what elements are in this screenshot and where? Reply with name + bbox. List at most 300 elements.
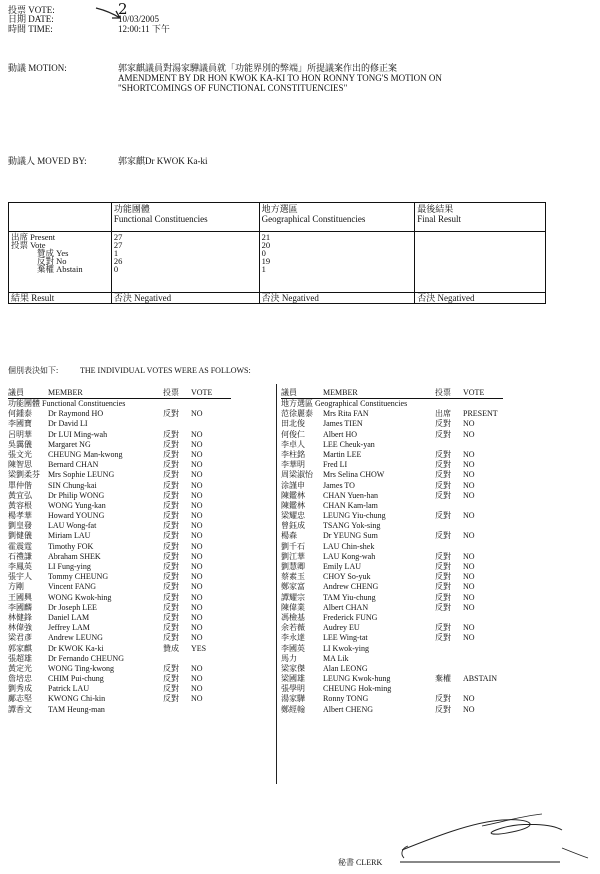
gc-member-row <box>281 440 503 450</box>
gc-header-zh: 地方選區 <box>261 204 298 214</box>
fc-abstain: 0 <box>113 264 119 274</box>
fc-member-name-zh: 呂明華 <box>8 429 32 439</box>
fc-vote-en: NO <box>191 500 203 510</box>
fc-vote-en: NO <box>191 684 203 694</box>
fc-vote-en: YES <box>191 643 207 653</box>
gc-member-name-zh: 陳偉業 <box>281 602 305 612</box>
fc-vote-zh: 反對 <box>163 439 179 449</box>
fc-vote-zh: 反對 <box>163 429 179 439</box>
gc-member-name-zh: 涂謹申 <box>281 480 305 490</box>
gc-member-name-en: Martin LEE <box>323 449 362 459</box>
fc-vote-zh: 反對 <box>163 521 179 531</box>
gc-header-en: Geographical Constituencies <box>261 214 366 224</box>
gc-member-name-zh: 湯家驊 <box>281 694 305 704</box>
fc-col-member-zh: 議員 <box>8 388 24 397</box>
fc-vote-zh: 反對 <box>163 592 179 602</box>
gc-member-name-en: Alan LEONG <box>323 663 368 673</box>
gc-member-name-zh: 梁耀忠 <box>281 511 305 521</box>
gc-member-name-zh: 李華明 <box>281 460 305 470</box>
gc-votes-header <box>281 388 503 399</box>
fc-vote-en: NO <box>191 612 203 622</box>
fc-member-row <box>8 430 231 440</box>
gc-vote-en: NO <box>463 572 475 582</box>
fc-member-name-en: Dr LUI Ming-wah <box>48 429 108 439</box>
fc-section-title: 功能團體 Functional Constituencies <box>8 399 126 409</box>
gc-member-name-en: LI Kwok-ying <box>323 643 369 653</box>
motion-english-line-2: "SHORTCOMINGS OF FUNCTIONAL CONSTITUENCIES" <box>118 83 348 93</box>
gc-member-row <box>281 562 503 572</box>
gc-vote-en: NO <box>463 592 475 602</box>
gc-member-name-zh: 陳鑑林 <box>281 500 305 510</box>
fc-vote-zh: 反對 <box>163 612 179 622</box>
gc-member-name-en: TSANG Yok-sing <box>323 521 381 531</box>
gc-vote-en: NO <box>463 623 475 633</box>
final-header-en: Final Result <box>417 214 462 224</box>
fc-member-name-en: Vincent FANG <box>48 582 97 592</box>
gc-col-vote-en: VOTE <box>463 388 485 397</box>
summary-header-final <box>415 203 546 232</box>
gc-vote-zh <box>435 440 463 450</box>
fc-member-name-en: Dr Philip WONG <box>48 490 105 500</box>
gc-member-name-zh: 鄭經翰 <box>281 704 305 714</box>
fc-member-row <box>8 664 231 674</box>
gc-vote: 20 <box>261 240 271 250</box>
motion-english-line-1: AMENDMENT BY DR HON KWOK KA-KI TO HON RONNY TONG'S MOTION ON <box>118 73 442 83</box>
gc-member-row <box>281 491 503 501</box>
gc-member-name-en: James TIEN <box>323 419 363 429</box>
fc-member-name-en: Dr KWOK Ka-ki <box>48 643 104 653</box>
gc-vote-en: NO <box>463 460 475 470</box>
gc-vote-zh: 反對 <box>435 623 451 633</box>
fc-member-name-en: Timothy FOK <box>48 541 94 551</box>
motion-label: 動議 MOTION: <box>8 63 67 73</box>
fc-vote-zh: 反對 <box>163 623 179 633</box>
fc-member-name-zh: 楊孝華 <box>8 511 32 521</box>
fc-vote-zh: 反對 <box>163 674 179 684</box>
gc-vote-en <box>463 644 503 654</box>
summary-fc-values <box>111 232 259 293</box>
fc-member-name-en: Dr Fernando CHEUNG <box>48 653 124 663</box>
fc-member-row <box>8 542 231 552</box>
gc-member-name-zh: 梁國雄 <box>281 674 305 684</box>
summary-header-fc <box>111 203 259 232</box>
gc-member-name-en: James TO <box>323 480 355 490</box>
fc-member-name-zh: 梁劉柔芬 <box>8 470 40 480</box>
fc-member-row <box>8 481 231 491</box>
summary-final-empty <box>415 232 546 293</box>
fc-vote-zh: 反對 <box>163 409 179 419</box>
fc-vote-zh: 反對 <box>163 582 179 592</box>
gc-member-name-zh: 周梁淑怡 <box>281 470 313 480</box>
fc-member-name-zh: 張宇人 <box>8 572 32 582</box>
summary-row-labels <box>9 232 112 293</box>
fc-header-en: Functional Constituencies <box>113 214 208 224</box>
final-header-zh: 最後結果 <box>417 204 454 214</box>
fc-member-row <box>8 694 231 704</box>
time-label: 時間 TIME: <box>8 24 53 34</box>
fc-member-name-zh: 劉秀成 <box>8 684 32 694</box>
gc-vote-zh <box>435 684 463 694</box>
gc-member-name-zh: 張學明 <box>281 684 305 694</box>
gc-vote-en <box>463 521 503 531</box>
label-yes: 贊成 Yes <box>37 248 69 258</box>
gc-vote-zh: 反對 <box>435 480 451 490</box>
gc-member-row <box>281 552 503 562</box>
fc-member-name-en: WONG Kwok-hing <box>48 592 112 602</box>
gc-member-row <box>281 419 503 429</box>
gc-col-vote-zh: 投票 <box>435 388 451 397</box>
gc-vote-zh: 反對 <box>435 511 451 521</box>
gc-member-name-en: Frederick FUNG <box>323 612 378 622</box>
gc-member-name-zh: 李卓人 <box>281 439 305 449</box>
gc-member-name-zh: 劉慧卿 <box>281 562 305 571</box>
gc-vote-zh: 反對 <box>435 602 451 612</box>
gc-rows <box>281 409 503 715</box>
gc-member-name-zh: 李永達 <box>281 633 305 643</box>
fc-member-name-zh: 張超雄 <box>8 653 32 663</box>
gc-member-row <box>281 582 503 592</box>
gc-member-name-zh: 范徐麗泰 <box>281 409 313 419</box>
column-divider <box>276 384 277 784</box>
fc-vote-zh: 反對 <box>163 684 179 694</box>
gc-member-name-en: LEE Cheuk-yan <box>323 439 375 449</box>
label-no: 反對 No <box>37 256 67 266</box>
fc-member-row <box>8 501 231 511</box>
fc-member-name-zh: 陳智思 <box>8 460 32 470</box>
fc-votes-header <box>8 388 231 399</box>
gc-member-row <box>281 460 503 470</box>
fc-vote-zh: 反對 <box>163 449 179 459</box>
fc-member-row <box>8 419 231 429</box>
gc-member-row <box>281 481 503 491</box>
gc-member-name-zh: 陳鑑林 <box>281 490 305 500</box>
fc-rows <box>8 409 231 715</box>
gc-member-name-zh: 蔡素玉 <box>281 572 305 582</box>
clerk-signature <box>392 808 592 868</box>
gc-member-row <box>281 613 503 623</box>
gc-vote-en: NO <box>463 562 475 571</box>
fc-vote-en: NO <box>191 694 203 704</box>
gc-member-name-en: LAU Chin-shek <box>323 541 375 551</box>
date-value: 10/03/2005 <box>118 14 160 24</box>
gc-col-member-zh: 議員 <box>281 388 297 397</box>
gc-vote-zh: 反對 <box>435 470 451 480</box>
fc-member-name-zh: 黃容根 <box>8 500 32 510</box>
fc-member-row <box>8 654 231 664</box>
gc-vote-en <box>463 684 503 694</box>
gc-member-name-zh: 劉江華 <box>281 551 305 561</box>
gc-member-row <box>281 572 503 582</box>
fc-member-name-en: WONG Yung-kan <box>48 500 106 510</box>
fc-member-name-en: LI Fung-ying <box>48 562 91 571</box>
gc-vote-en: NO <box>463 480 475 490</box>
gc-member-row <box>281 644 503 654</box>
fc-member-name-zh: 李國麟 <box>8 602 32 612</box>
fc-member-row <box>8 674 231 684</box>
summary-header-gc <box>259 203 415 232</box>
gc-member-name-zh: 劉千石 <box>281 541 305 551</box>
fc-vote-en: NO <box>191 409 203 419</box>
fc-member-row <box>8 582 231 592</box>
gc-vote-en <box>463 501 503 511</box>
gc-member-name-en: Albert HO <box>323 429 357 439</box>
gc-member-name-zh: 余若薇 <box>281 623 305 633</box>
gc-vote-zh: 反對 <box>435 419 451 429</box>
gc-member-row <box>281 633 503 643</box>
fc-member-row <box>8 623 231 633</box>
summary-corner-cell <box>9 203 112 232</box>
gc-vote-en: NO <box>463 470 475 480</box>
clerk-label: 秘書 CLERK <box>338 858 383 867</box>
gc-vote-en <box>463 613 503 623</box>
individual-title-zh: 個別表決如下: <box>8 366 59 375</box>
result-label: 結果 Result <box>9 293 112 304</box>
gc-vote-en <box>463 654 503 664</box>
summary-gc-values <box>259 232 415 293</box>
gc-member-name-zh: 李國英 <box>281 643 305 653</box>
gc-member-name-en: Fred LI <box>323 460 348 470</box>
fc-member-row <box>8 644 231 654</box>
vote-number-label: 投票 VOTE: <box>8 5 55 15</box>
fc-member-name-en: Andrew LEUNG <box>48 633 103 643</box>
gc-vote-en: NO <box>463 694 475 704</box>
gc-member-name-en: Andrew CHENG <box>323 582 379 592</box>
gc-member-row <box>281 430 503 440</box>
gc-vote-en: PRESENT <box>463 409 498 419</box>
fc-vote-en: NO <box>191 663 203 673</box>
fc-vote-en: NO <box>191 470 203 480</box>
gc-member-name-en: LAU Kong-wah <box>323 551 376 561</box>
gc-vote-en: NO <box>463 602 475 612</box>
fc-vote-zh: 反對 <box>163 490 179 500</box>
fc-member-name-en: Dr David LI <box>48 419 88 429</box>
gc-vote-zh: 反對 <box>435 572 451 582</box>
gc-vote-zh: 棄權 <box>435 674 451 684</box>
gc-member-row <box>281 674 503 684</box>
fc-vote-zh <box>163 419 191 429</box>
fc-member-row <box>8 562 231 572</box>
gc-member-name-en: MA Lik <box>323 653 349 663</box>
gc-vote-en: NO <box>463 490 475 500</box>
fc-vote-zh: 反對 <box>163 562 179 571</box>
fc-vote-zh: 反對 <box>163 511 179 521</box>
gc-vote-en: NO <box>463 633 475 643</box>
fc-vote-en: NO <box>191 562 203 571</box>
gc-member-name-zh: 何俊仁 <box>281 429 305 439</box>
gc-vote-en: NO <box>463 704 475 714</box>
gc-member-row <box>281 684 503 694</box>
fc-present: 27 <box>113 232 123 242</box>
time-value: 12:00:11 下午 <box>118 24 170 34</box>
gc-member-name-zh: 馬力 <box>281 653 297 663</box>
fc-member-name-zh: 石禮謙 <box>8 551 32 561</box>
gc-member-row <box>281 593 503 603</box>
fc-header-zh: 功能團體 <box>113 204 150 214</box>
gc-vote-en: NO <box>463 582 475 592</box>
gc-member-row <box>281 470 503 480</box>
fc-col-vote-zh: 投票 <box>163 388 179 397</box>
gc-vote-en: NO <box>463 531 475 541</box>
fc-vote-en: NO <box>191 429 203 439</box>
gc-member-name-zh: 田北俊 <box>281 419 305 429</box>
gc-section-title: 地方選區 Geographical Constituencies <box>281 399 408 409</box>
fc-member-name-zh: 王國興 <box>8 592 32 602</box>
fc-vote-en: NO <box>191 602 203 612</box>
gc-member-name-zh: 楊森 <box>281 531 297 541</box>
gc-member-name-zh: 鄭家富 <box>281 582 305 592</box>
gc-member-name-en: TAM Yiu-chung <box>323 592 376 602</box>
fc-member-name-zh: 譚香文 <box>8 704 32 714</box>
fc-vote-zh: 反對 <box>163 694 179 704</box>
fc-vote-zh: 贊成 <box>163 643 179 653</box>
fc-member-name-en: Daniel LAM <box>48 612 90 622</box>
gc-vote-en <box>463 542 503 552</box>
fc-member-name-en: Mrs Sophie LEUNG <box>48 470 115 480</box>
gc-no: 19 <box>261 256 271 266</box>
fc-vote-en: NO <box>191 460 203 470</box>
gc-member-name-zh: 馮檢基 <box>281 612 305 622</box>
fc-vote-zh: 反對 <box>163 663 179 673</box>
fc-vote-en: NO <box>191 623 203 633</box>
gc-member-name-en: Dr YEUNG Sum <box>323 531 378 541</box>
fc-member-row <box>8 613 231 623</box>
gc-vote-zh: 反對 <box>435 562 451 571</box>
final-result: 否決 Negatived <box>415 293 546 304</box>
fc-member-name-en: Dr Joseph LEE <box>48 602 97 612</box>
gc-abstain: 1 <box>261 264 266 274</box>
fc-vote-zh: 反對 <box>163 480 179 490</box>
fc-member-name-zh: 張文光 <box>8 449 32 459</box>
fc-vote-en: NO <box>191 531 203 541</box>
fc-member-name-zh: 何鍾泰 <box>8 409 32 419</box>
gc-vote-zh: 反對 <box>435 704 451 714</box>
fc-vote-zh: 反對 <box>163 602 179 612</box>
fc-vote-en: NO <box>191 592 203 602</box>
fc-member-name-en: Jeffrey LAM <box>48 623 90 633</box>
gc-member-name-zh: 梁家傑 <box>281 663 305 673</box>
gc-vote-zh <box>435 613 463 623</box>
gc-member-name-en: Emily LAU <box>323 562 361 571</box>
gc-member-row <box>281 450 503 460</box>
gc-vote-zh: 反對 <box>435 694 451 704</box>
fc-vote-en: NO <box>191 480 203 490</box>
fc-member-name-en: Abraham SHEK <box>48 551 101 561</box>
gc-member-name-en: Audrey EU <box>323 623 360 633</box>
mover-label: 動議人 MOVED BY: <box>8 156 87 166</box>
gc-member-name-en: Mrs Selina CHOW <box>323 470 385 480</box>
fc-vote-zh: 反對 <box>163 500 179 510</box>
gc-member-row <box>281 542 503 552</box>
gc-votes-list <box>281 388 503 715</box>
motion-chinese: 郭家麒議員對湯家驊議員就「功能界別的弊端」所提議案作出的修正案 <box>118 63 398 73</box>
fc-vote-zh: 反對 <box>163 541 179 551</box>
fc-vote-zh: 反對 <box>163 470 179 480</box>
fc-member-name-zh: 霍震霆 <box>8 541 32 551</box>
fc-vote-zh: 反對 <box>163 551 179 561</box>
fc-member-row <box>8 409 231 419</box>
gc-member-row <box>281 705 503 715</box>
gc-vote-en: NO <box>463 449 475 459</box>
fc-member-name-en: SIN Chung-kai <box>48 480 97 490</box>
gc-vote-en: NO <box>463 511 475 521</box>
individual-title-en: THE INDIVIDUAL VOTES WERE AS FOLLOWS: <box>80 366 251 375</box>
fc-member-name-zh: 劉皇發 <box>8 521 32 531</box>
gc-member-row <box>281 623 503 633</box>
gc-member-name-en: CHAN Yuen-han <box>323 490 379 500</box>
gc-member-name-en: Mrs Rita FAN <box>323 409 369 419</box>
fc-votes-list <box>8 388 231 715</box>
fc-member-name-en: CHEUNG Man-kwong <box>48 449 123 459</box>
fc-col-vote-en: VOTE <box>191 388 213 397</box>
fc-vote-zh <box>163 654 191 664</box>
gc-vote-zh: 反對 <box>435 531 451 541</box>
fc-member-name-en: Dr Raymond HO <box>48 409 104 419</box>
gc-vote-zh <box>435 521 463 531</box>
gc-member-name-en: LEUNG Kwok-hung <box>323 674 391 684</box>
fc-member-name-en: Howard YOUNG <box>48 511 105 521</box>
gc-result: 否決 Negatived <box>259 293 415 304</box>
fc-member-row <box>8 633 231 643</box>
fc-vote-zh: 反對 <box>163 633 179 643</box>
gc-vote-zh <box>435 644 463 654</box>
fc-col-member-en: MEMBER <box>48 388 83 397</box>
gc-vote-zh: 反對 <box>435 429 451 439</box>
fc-member-name-zh: 黃宜弘 <box>8 490 32 500</box>
fc-member-name-zh: 林偉強 <box>8 623 32 633</box>
fc-member-name-en: KWONG Chi-kin <box>48 694 106 704</box>
fc-member-name-zh: 詹培忠 <box>8 674 32 684</box>
fc-member-name-zh: 吳靄儀 <box>8 439 32 449</box>
fc-member-row <box>8 593 231 603</box>
gc-yes: 0 <box>261 248 266 258</box>
fc-yes: 1 <box>113 248 119 258</box>
gc-member-name-en: CHEUNG Hok-ming <box>323 684 392 694</box>
fc-member-row <box>8 521 231 531</box>
fc-member-name-zh: 鄺志堅 <box>8 694 32 704</box>
fc-member-name-zh: 李鳳英 <box>8 562 32 571</box>
vote-number-value: 2 <box>118 0 128 18</box>
fc-vote-en: NO <box>191 449 203 459</box>
fc-member-name-zh: 劉健儀 <box>8 531 32 541</box>
fc-vote-en: NO <box>191 674 203 684</box>
fc-result: 否決 Negatived <box>111 293 259 304</box>
gc-member-name-en: LEUNG Yiu-chung <box>323 511 386 521</box>
fc-member-row <box>8 491 231 501</box>
gc-vote-en <box>463 440 503 450</box>
gc-vote-zh <box>435 654 463 664</box>
fc-vote-en: NO <box>191 490 203 500</box>
gc-col-member-en: MEMBER <box>323 388 358 397</box>
fc-vote-en: NO <box>191 582 203 592</box>
fc-member-name-en: TAM Heung-man <box>48 704 105 714</box>
fc-member-name-en: Bernard CHAN <box>48 460 99 470</box>
gc-member-row <box>281 511 503 521</box>
fc-member-row <box>8 552 231 562</box>
gc-member-name-en: Albert CHAN <box>323 602 369 612</box>
gc-member-row <box>281 654 503 664</box>
gc-vote-en <box>463 664 503 674</box>
fc-member-name-zh: 梁君彥 <box>8 633 32 643</box>
fc-vote-en: NO <box>191 551 203 561</box>
fc-vote-en: NO <box>191 541 203 551</box>
fc-member-name-zh: 黃定光 <box>8 663 32 673</box>
fc-vote-en: NO <box>191 633 203 643</box>
fc-member-name-zh: 單仲偕 <box>8 480 32 490</box>
gc-member-name-en: Ronny TONG <box>323 694 369 704</box>
mover-value: 郭家麒Dr KWOK Ka-ki <box>118 156 208 166</box>
label-vote: 投票 Vote <box>11 240 46 250</box>
fc-member-row <box>8 705 231 715</box>
